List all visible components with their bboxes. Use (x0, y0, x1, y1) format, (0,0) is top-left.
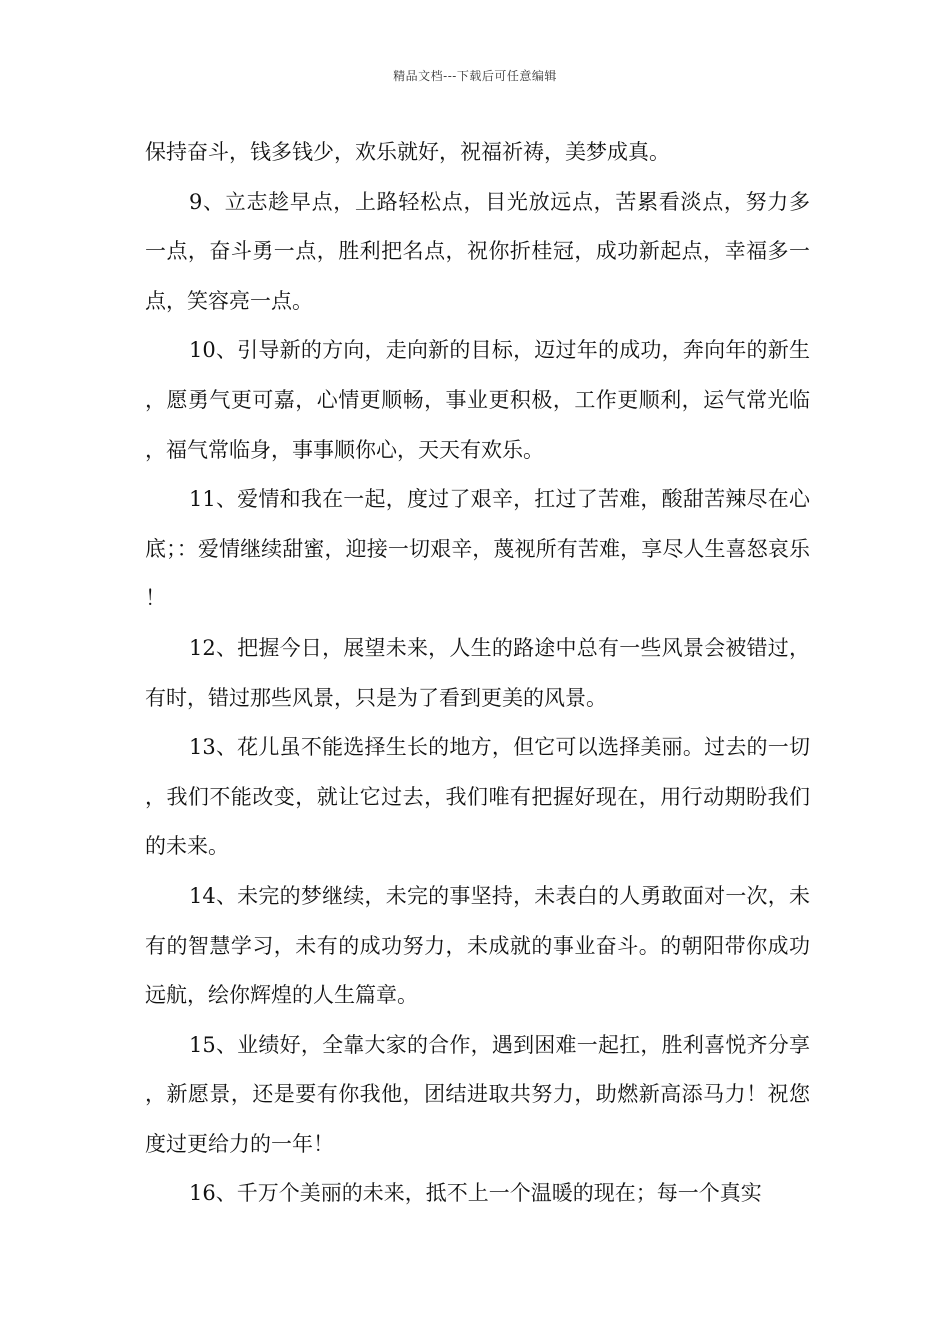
paragraph-item-10: 10、引导新的方向，走向新的目标，迈过年的成功，奔向年的新生，愿勇气更可嘉，心情更顺畅，事业更积极，工作更顺利，运气常光临，福气常临身，事事顺你心，天天有欢乐。 (145, 338, 810, 462)
paragraph-item-11: 11、爱情和我在一起，度过了艰辛，扛过了苦难，酸甜苦辣尽在心底；：爱情继续甜蜜，迎接一切艰辛，蔑视所有苦难，享尽人生喜怒哀乐！ (145, 487, 810, 611)
paragraph-continuation: 保持奋斗，钱多钱少，欢乐就好，祝福祈祷，美梦成真。 (145, 140, 670, 164)
paragraph-item-9: 9、立志趁早点，上路轻松点，目光放远点，苦累看淡点，努力多一点，奋斗勇一点，胜利把名点，祝你折桂冠，成功新起点，幸福多一点，笑容亮一点。 (145, 189, 810, 313)
paragraph-item-12: 12、把握今日，展望未来，人生的路途中总有一些风景会被错过，有时，错过那些风景，只是为了看到更美的风景。 (145, 635, 810, 710)
document-body (145, 128, 810, 1219)
paragraph-item-13: 13、花儿虽不能选择生长的地方，但它可以选择美丽。过去的一切，我们不能改变，就让它过去，我们唯有把握好现在，用行动期盼我们的未来。 (145, 735, 810, 859)
paragraph-item-16: 16、千万个美丽的未来，抵不上一个温暖的现在；每一个真实 (189, 1181, 762, 1206)
paragraph-item-14: 14、未完的梦继续，未完的事坚持，未表白的人勇敢面对一次，未有的智慧学习，未有的成功努力，未成就的事业奋斗。的朝阳带你成功远航，绘你辉煌的人生篇章。 (145, 883, 810, 1008)
paragraph-item-15: 15、业绩好，全靠大家的合作，遇到困难一起扛，胜利喜悦齐分享，新愿景，还是要有你我他，团结进取共努力，助燃新高添马力！祝您度过更给力的一年！ (145, 1032, 810, 1156)
page-header: 精品文档---下载后可任意编辑 (393, 69, 557, 83)
